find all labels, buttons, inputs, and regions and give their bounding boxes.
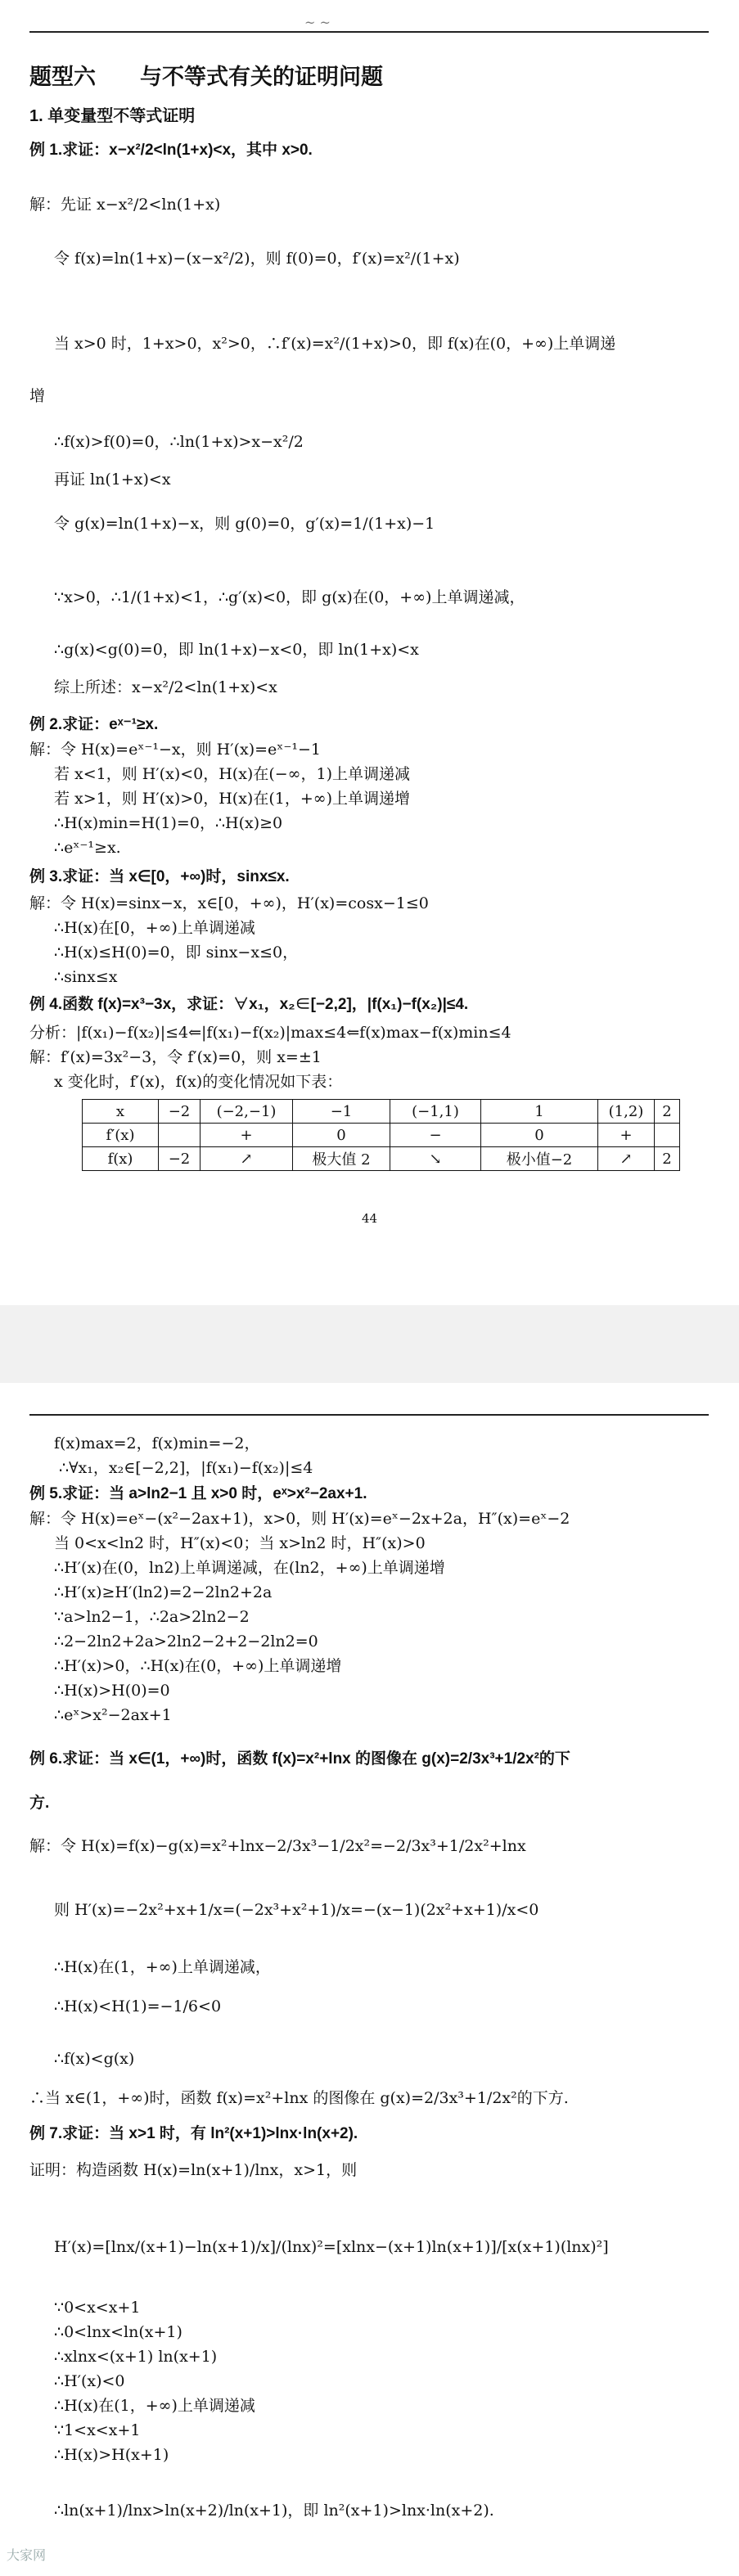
table-cell: 0 [481, 1124, 598, 1147]
example-6-title-cont: 方. [29, 1795, 50, 1812]
ex3-line: ∴H(x)≤H(0)=0，即 sinx−x≤0， [54, 943, 299, 961]
ex4-line: 解：f′(x)=3x²−3，令 f′(x)=0，则 x=±1 [29, 1048, 322, 1066]
example-2-title: 例 2.求证：eˣ⁻¹≥x. [29, 716, 159, 733]
ex2-line: ∴H(x)min=H(1)=0，∴H(x)≥0 [54, 814, 283, 832]
ex4-line: 分析：|f(x₁)−f(x₂)|≤4⇐|f(x₁)−f(x₂)|max≤4⇐f(x)max−f(x)min≤4 [29, 1024, 511, 1042]
ex1-line: 增 [29, 387, 46, 405]
ex6-line: 则 H′(x)=−2x²+x+1/x=(−2x³+x²+1)/x=−(x−1)(2x²+x+1)/x<0 [54, 1901, 539, 1919]
type-heading: 题型六 与不等式有关的证明问题 [29, 65, 383, 89]
ex2-line: 若 x>1，则 H′(x)>0，H(x)在(1，+∞)上单调递增 [54, 790, 411, 808]
ex2-line: 若 x<1，则 H′(x)<0，H(x)在(−∞，1)上单调递减 [54, 765, 411, 783]
ex7-line: H′(x)=[lnx/(x+1)−ln(x+1)/x]/(lnx)²=[xlnx−(x+1)ln(x+1)]/[x(x+1)(lnx)²] [54, 2238, 609, 2256]
example-4-title: 例 4.函数 f(x)=x³−3x，求证：∀x₁，x₂∈[−2,2]，|f(x₁)−f(x₂)|≤4. [29, 996, 469, 1013]
ex7-line: ∴ln(x+1)/lnx>ln(x+2)/ln(x+1)，即 ln²(x+1)>lnx·ln(x+2). [54, 2502, 494, 2520]
ex5-line: 解：令 H(x)=eˣ−(x²−2ax+1)，x>0，则 H′(x)=eˣ−2x+2a，H″(x)=eˣ−2 [29, 1510, 570, 1528]
ex1-line: ∴g(x)<g(0)=0，即 ln(1+x)−x<0，即 ln(1+x)<x [54, 641, 419, 659]
table-cell: −2 [159, 1147, 201, 1171]
table-cell: + [201, 1124, 293, 1147]
ex2-line: ∴eˣ⁻¹≥x. [54, 839, 121, 857]
ex7-line: ∵0<x<x+1 [54, 2299, 141, 2317]
table-cell: 1 [481, 1100, 598, 1124]
table-row [83, 1100, 680, 1124]
table-cell: −1 [293, 1100, 390, 1124]
ex6-line: ∴H(x)在(1，+∞)上单调递减， [54, 1958, 271, 1976]
ex7-line: ∴xlnx<(x+1) ln(x+1) [54, 2348, 218, 2366]
table-cell: (−1,1) [390, 1100, 481, 1124]
table-cell: 极小值−2 [481, 1147, 598, 1171]
ex7-line: ∴H′(x)<0 [54, 2372, 125, 2390]
ex3-line: ∴sinx≤x [54, 968, 118, 986]
page-number: 44 [361, 1211, 378, 1226]
ex6-line: ∴当 x∈(1，+∞)时，函数 f(x)=x²+lnx 的图像在 g(x)=2/3x³+1/2x²的下方. [29, 2089, 569, 2107]
ex5-line: ∴H(x)>H(0)=0 [54, 1682, 170, 1700]
table-cell: x [83, 1100, 159, 1124]
ex1-line: 再证 ln(1+x)<x [54, 471, 171, 489]
ex6-line: ∴f(x)<g(x) [54, 2050, 135, 2068]
ex1-line: ∵x>0，∴1/(1+x)<1，∴g′(x)<0，即 g(x)在(0，+∞)上单调递减， [54, 588, 525, 606]
header-mark: ~ ~ [304, 15, 331, 30]
ex7-line: ∵1<x<x+1 [54, 2421, 141, 2439]
example-3-title: 例 3.求证：当 x∈[0，+∞)时，sinx≤x. [29, 868, 290, 885]
table-cell: 2 [655, 1100, 680, 1124]
example-7-title: 例 7.求证：当 x>1 时，有 ln²(x+1)>lnx·ln(x+2). [29, 2125, 358, 2142]
document-page-2 [0, 1383, 739, 2576]
table-cell: − [390, 1124, 481, 1147]
table-cell: 2 [655, 1147, 680, 1171]
example-1-title: 例 1.求证：x−x²/2<ln(1+x)<x，其中 x>0. [29, 142, 313, 159]
ex2-line: 解：令 H(x)=eˣ⁻¹−x，则 H′(x)=eˣ⁻¹−1 [29, 741, 321, 759]
ex5-line: ∵a>ln2−1，∴2a>2ln2−2 [54, 1608, 250, 1626]
ex3-line: ∴H(x)在[0，+∞)上单调递减 [54, 919, 255, 937]
ex5-line: ∴eˣ>x²−2ax+1 [54, 1706, 172, 1724]
table-cell: 极大值 2 [293, 1147, 390, 1171]
table-cell: (−2,−1) [201, 1100, 293, 1124]
ex5-line: ∴2−2ln2+2a>2ln2−2+2−2ln2=0 [54, 1633, 318, 1651]
table-cell: f(x) [83, 1147, 159, 1171]
variation-table [82, 1099, 680, 1171]
table-row [83, 1124, 680, 1147]
example-6-title: 例 6.求证：当 x∈(1，+∞)时，函数 f(x)=x²+lnx 的图像在 g(x)=2/3x³+1/2x²的下 [29, 1750, 570, 1768]
header-rule [29, 1414, 709, 1416]
ex5-line: ∴H′(x)≥H′(ln2)=2−2ln2+2a [54, 1583, 273, 1601]
table-row [83, 1147, 680, 1171]
table-cell [655, 1124, 680, 1147]
ex5-line: ∴H′(x)>0，∴H(x)在(0，+∞)上单调递增 [54, 1657, 342, 1675]
ex6-line: 解：令 H(x)=f(x)−g(x)=x²+lnx−2/3x³−1/2x²=−2/3x³+1/2x²+lnx [29, 1837, 526, 1855]
ex1-line: 综上所述：x−x²/2<ln(1+x)<x [54, 678, 277, 696]
ex7-line: ∴H(x)>H(x+1) [54, 2446, 169, 2464]
ex1-line: 令 f(x)=ln(1+x)−(x−x²/2)，则 f(0)=0，f′(x)=x²/(1+x) [54, 250, 460, 268]
sub-heading: 1. 单变量型不等式证明 [29, 107, 196, 125]
ex1-line: ∴f(x)>f(0)=0，∴ln(1+x)>x−x²/2 [54, 433, 304, 451]
ex7-line: ∴H(x)在(1，+∞)上单调递减 [54, 2397, 255, 2415]
table-cell [159, 1124, 201, 1147]
ex1-line: 解：先证 x−x²/2<ln(1+x) [29, 196, 221, 214]
ex7-line: 证明：构造函数 H(x)=ln(x+1)/lnx，x>1，则 [29, 2161, 358, 2179]
header-rule [29, 31, 709, 33]
watermark: 大家网 [7, 2549, 47, 2563]
ex1-line: 当 x>0 时，1+x>0，x²>0，∴f′(x)=x²/(1+x)>0，即 f(x)在(0，+∞)上单调递 [54, 335, 616, 353]
ex6-line: ∴H(x)<H(1)=−1/6<0 [54, 1997, 222, 2015]
ex5-line: 当 0<x<ln2 时，H″(x)<0；当 x>ln2 时，H″(x)>0 [54, 1534, 426, 1552]
table-cell: −2 [159, 1100, 201, 1124]
example-5-title: 例 5.求证：当 a>ln2−1 且 x>0 时，eˣ>x²−2ax+1. [29, 1485, 367, 1502]
table-cell: (1,2) [598, 1100, 655, 1124]
table-cell: f′(x) [83, 1124, 159, 1147]
table-cell: ↘ [390, 1147, 481, 1171]
continuation-line: f(x)max=2，f(x)min=−2， [54, 1434, 260, 1452]
ex1-line: 令 g(x)=ln(1+x)−x，则 g(0)=0，g′(x)=1/(1+x)−1 [54, 515, 435, 533]
table-cell: 0 [293, 1124, 390, 1147]
ex4-line: x 变化时，f′(x)，f(x)的变化情况如下表： [54, 1073, 343, 1091]
ex5-line: ∴H′(x)在(0，ln2)上单调递减，在(ln2，+∞)上单调递增 [54, 1559, 445, 1577]
table-cell: ↗ [598, 1147, 655, 1171]
continuation-line: ∴∀x₁，x₂∈[−2,2]，|f(x₁)−f(x₂)|≤4 [59, 1459, 313, 1477]
ex3-line: 解：令 H(x)=sinx−x，x∈[0，+∞)，H′(x)=cosx−1≤0 [29, 894, 429, 912]
table-cell: + [598, 1124, 655, 1147]
ex7-line: ∴0<lnx<ln(x+1) [54, 2323, 182, 2341]
page-gap [0, 1305, 739, 1383]
table-cell: ↗ [201, 1147, 293, 1171]
